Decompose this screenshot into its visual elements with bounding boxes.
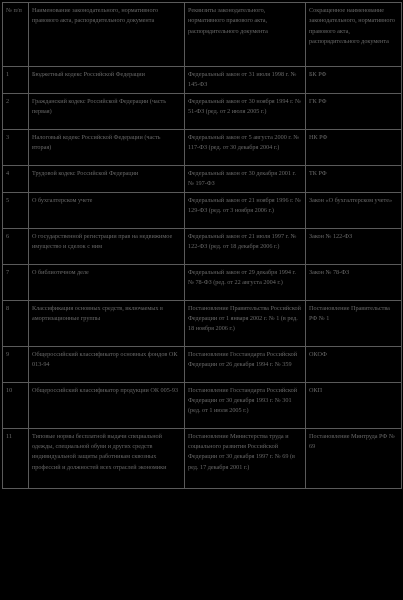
row-abbr-cell: Постановление Правительства РФ № 1 [306,300,402,346]
row-abbr-cell: ТК РФ [306,165,402,192]
row-num-cell: 8 [3,300,29,346]
row-num-cell: 3 [3,129,29,165]
header-act: Реквизиты законодательного, нормативного правового акта, распорядительного документа [185,3,306,67]
table-row [3,129,402,165]
row-num-cell: 10 [3,382,29,428]
header-name: Наименование законодательного, нормативного правового акта, распорядительного документа [29,3,185,67]
row-abbr-cell: ОКОФ [306,346,402,382]
table-header-row [3,3,402,67]
table-row [3,192,402,228]
row-abbr-cell: Закон № 78-ФЗ [306,264,402,300]
row-num-cell: 5 [3,192,29,228]
row-name-cell: Типовые нормы бесплатной выдачи специальной одежды, специальной обуви и других средств индивидуальной защиты работникам сквозных профессий и должностей всех отраслей экономики [29,428,185,488]
row-act-cell: Федеральный закон от 30 ноября 1994 г. № 51-ФЗ (ред. от 2 июля 2005 г.) [185,93,306,129]
row-act-cell: Постановление Госстандарта Российской Федерации от 26 декабря 1994 г. № 359 [185,346,306,382]
row-num-cell: 2 [3,93,29,129]
row-abbr-cell: БК РФ [306,67,402,94]
table-row [3,67,402,94]
row-act-cell: Федеральный закон от 21 июля 1997 г. № 122-ФЗ (ред. от 18 декабря 2006 г.) [185,228,306,264]
row-abbr-cell: Закон № 122-ФЗ [306,228,402,264]
row-num-cell: 4 [3,165,29,192]
row-num-cell: 7 [3,264,29,300]
row-act-cell: Федеральный закон от 21 ноября 1996 г. № 129-ФЗ (ред. от 3 ноября 2006 г.) [185,192,306,228]
row-abbr-cell: ОКП [306,382,402,428]
table-row [3,165,402,192]
header-num: № п/п [3,3,29,67]
row-name-cell: Трудовой кодекс Российской Федерации [29,165,185,192]
table-row [3,93,402,129]
row-act-cell: Постановление Министерства труда и социального развития Российской Федерации от 30 декабря 1997 г. № 69 (в ред. 17 декабря 2001 г.) [185,428,306,488]
row-abbr-cell: НК РФ [306,129,402,165]
row-num-cell: 6 [3,228,29,264]
row-name-cell: Налоговый кодекс Российской Федерации (часть вторая) [29,129,185,165]
row-act-cell: Постановление Госстандарта Российской Федерации от 30 декабря 1993 г. № 301 (ред. от 1 июля 2005 г.) [185,382,306,428]
table-row [3,428,402,488]
row-name-cell: О бухгалтерском учете [29,192,185,228]
row-abbr-cell: Постановление Минтруда РФ № 69 [306,428,402,488]
row-num-cell: 1 [3,67,29,94]
row-name-cell: О государственной регистрации прав на недвижимое имущество и сделок с ним [29,228,185,264]
row-name-cell: Бюджетный кодекс Российской Федерации [29,67,185,94]
table-row [3,300,402,346]
row-abbr-cell: ГК РФ [306,93,402,129]
table-row [3,264,402,300]
table-row [3,382,402,428]
row-name-cell: Гражданский кодекс Российской Федерации (часть первая) [29,93,185,129]
row-act-cell: Федеральный закон от 31 июля 1998 г. № 145-ФЗ [185,67,306,94]
table-row [3,228,402,264]
row-abbr-cell: Закон «О бухгалтерском учете» [306,192,402,228]
header-abbr: Сокращенное наименование законодательного, нормативного правового акта, распорядительного документа [306,3,402,67]
row-name-cell: О библиотечном деле [29,264,185,300]
table-row [3,346,402,382]
legal-acts-table [2,2,402,489]
row-name-cell: Общероссийский классификатор основных фондов ОК 013-94 [29,346,185,382]
row-act-cell: Постановление Правительства Российской Федерации от 1 января 2002 г. № 1 (в ред. 18 ноября 2006 г.) [185,300,306,346]
row-num-cell: 9 [3,346,29,382]
row-act-cell: Федеральный закон от 29 декабря 1994 г. № 78-ФЗ (ред. от 22 августа 2004 г.) [185,264,306,300]
row-name-cell: Классификация основных средств, включаемых в амортизационные группы [29,300,185,346]
row-act-cell: Федеральный закон от 30 декабря 2001 г. № 197-ФЗ [185,165,306,192]
row-act-cell: Федеральный закон от 5 августа 2000 г. № 117-ФЗ (ред. от 30 декабря 2004 г.) [185,129,306,165]
row-name-cell: Общероссийский классификатор продукции ОК 005-93 [29,382,185,428]
row-num-cell: 11 [3,428,29,488]
